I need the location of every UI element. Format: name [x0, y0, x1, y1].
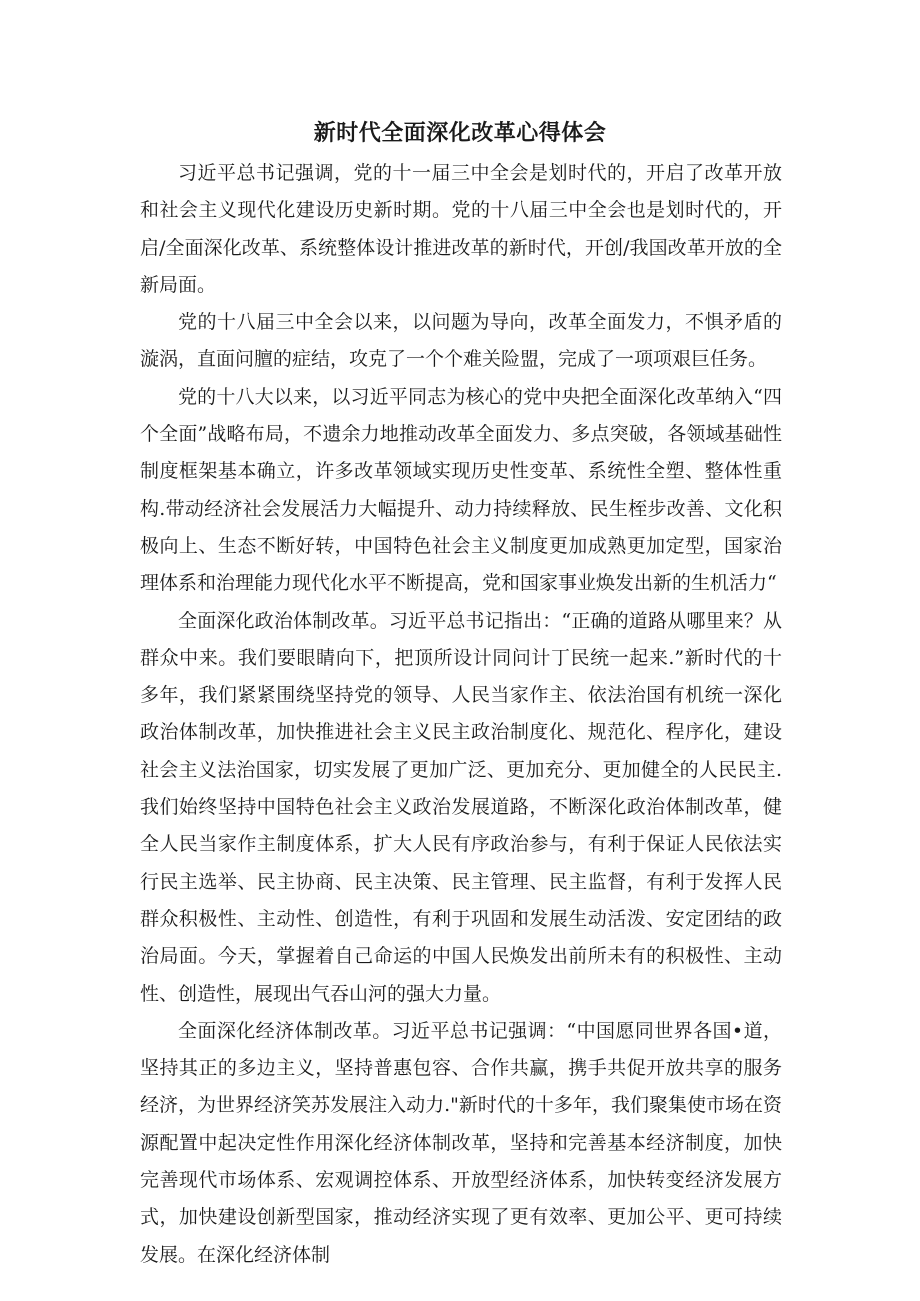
document-body [140, 155, 782, 1274]
document-title: 新时代全面深化改革心得体会 [313, 121, 607, 146]
paragraph: 习近平总书记强调，党的十一届三中全会是划时代的，开启了改革开放和社会主义现代化建设历史新时期。党的十八届三中全会也是划时代的，开启/全面深化改革、系统整体设计推进改革的新时代，开创/我国改革开放的全新局面。 [140, 162, 782, 296]
paragraph: 党的十八大以来，以习近平同志为核心的党中央把全面深化改革纳入“四个全面”战略布局，不遗余力地推动改革全面发力、多点突破，各领域基础性制度框架基本确立，许多改革领域实现历史性变革、系统性全塑、整体性重构.带动经济社会发展活力大幅提升、动力持续释放、民生桎步改善、文化积极向上、生态不断好转，中国特色社会主义制度更加成熟更加定型，国家治理体系和治理能力现代化水平不断提高，党和国家事业焕发出新的生机活力“ [140, 385, 782, 595]
paragraph: 党的十八届三中全会以来，以问题为导向，改革全面发力，不惧矛盾的漩涡，直面问膻的症结，攻克了一个个难关险盟，完成了一项项艰巨任务。 [140, 311, 782, 371]
paragraph: 全面深化经济体制改革。习近平总书记强调：“中国愿同世界各国•道，坚持其正的多边主义，坚持普惠包容、合作共赢，携手共促开放共享的服务经济，为世界经济笑苏发展注入动力."新时代的十多年，我们聚集使市场在资源配置中起决定性作用深化经济体制改革，坚持和完善基本经济制度，加快完善现代市场体系、宏观调控体系、开放型经济体系，加快转变经济发展方式，加快建设创新型国家，推动经济实现了更有效率、更加公平、更可持续发展。在深化经济体制 [140, 1019, 782, 1266]
paragraph: 全面深化政治体制改革。习近平总书记指出：“正确的道路从哪里来？从群众中来。我们要眼睛向下，把顶所设计同问计丁民统一起来.”新时代的十多年，我们紧紧围绕坚持党的领导、人民当家作主、依法治国有机统一深化政治体制改革，加快推进社会主义民主政治制度化、规范化、程序化，建设社会主义法治国家，切实发展了更加广泛、更加充分、更加健全的人民民主.我们始终坚持中国特色社会主义政治发展道路，不断深化政治体制改革，健全人民当家作主制度体系，扩大人民有序政治参与，有利于保证人民依法实行民主选举、民主协商、民主决策、民主管理、民主监督，有利于发挥人民群众积极性、主动性、创造性，有利于巩固和发展生动活泼、安定团结的政治局面。今天，掌握着自己命运的中国人民焕发出前所未有的积极性、主动性、创造性，展现出气吞山河的强大力量。 [140, 609, 782, 1005]
